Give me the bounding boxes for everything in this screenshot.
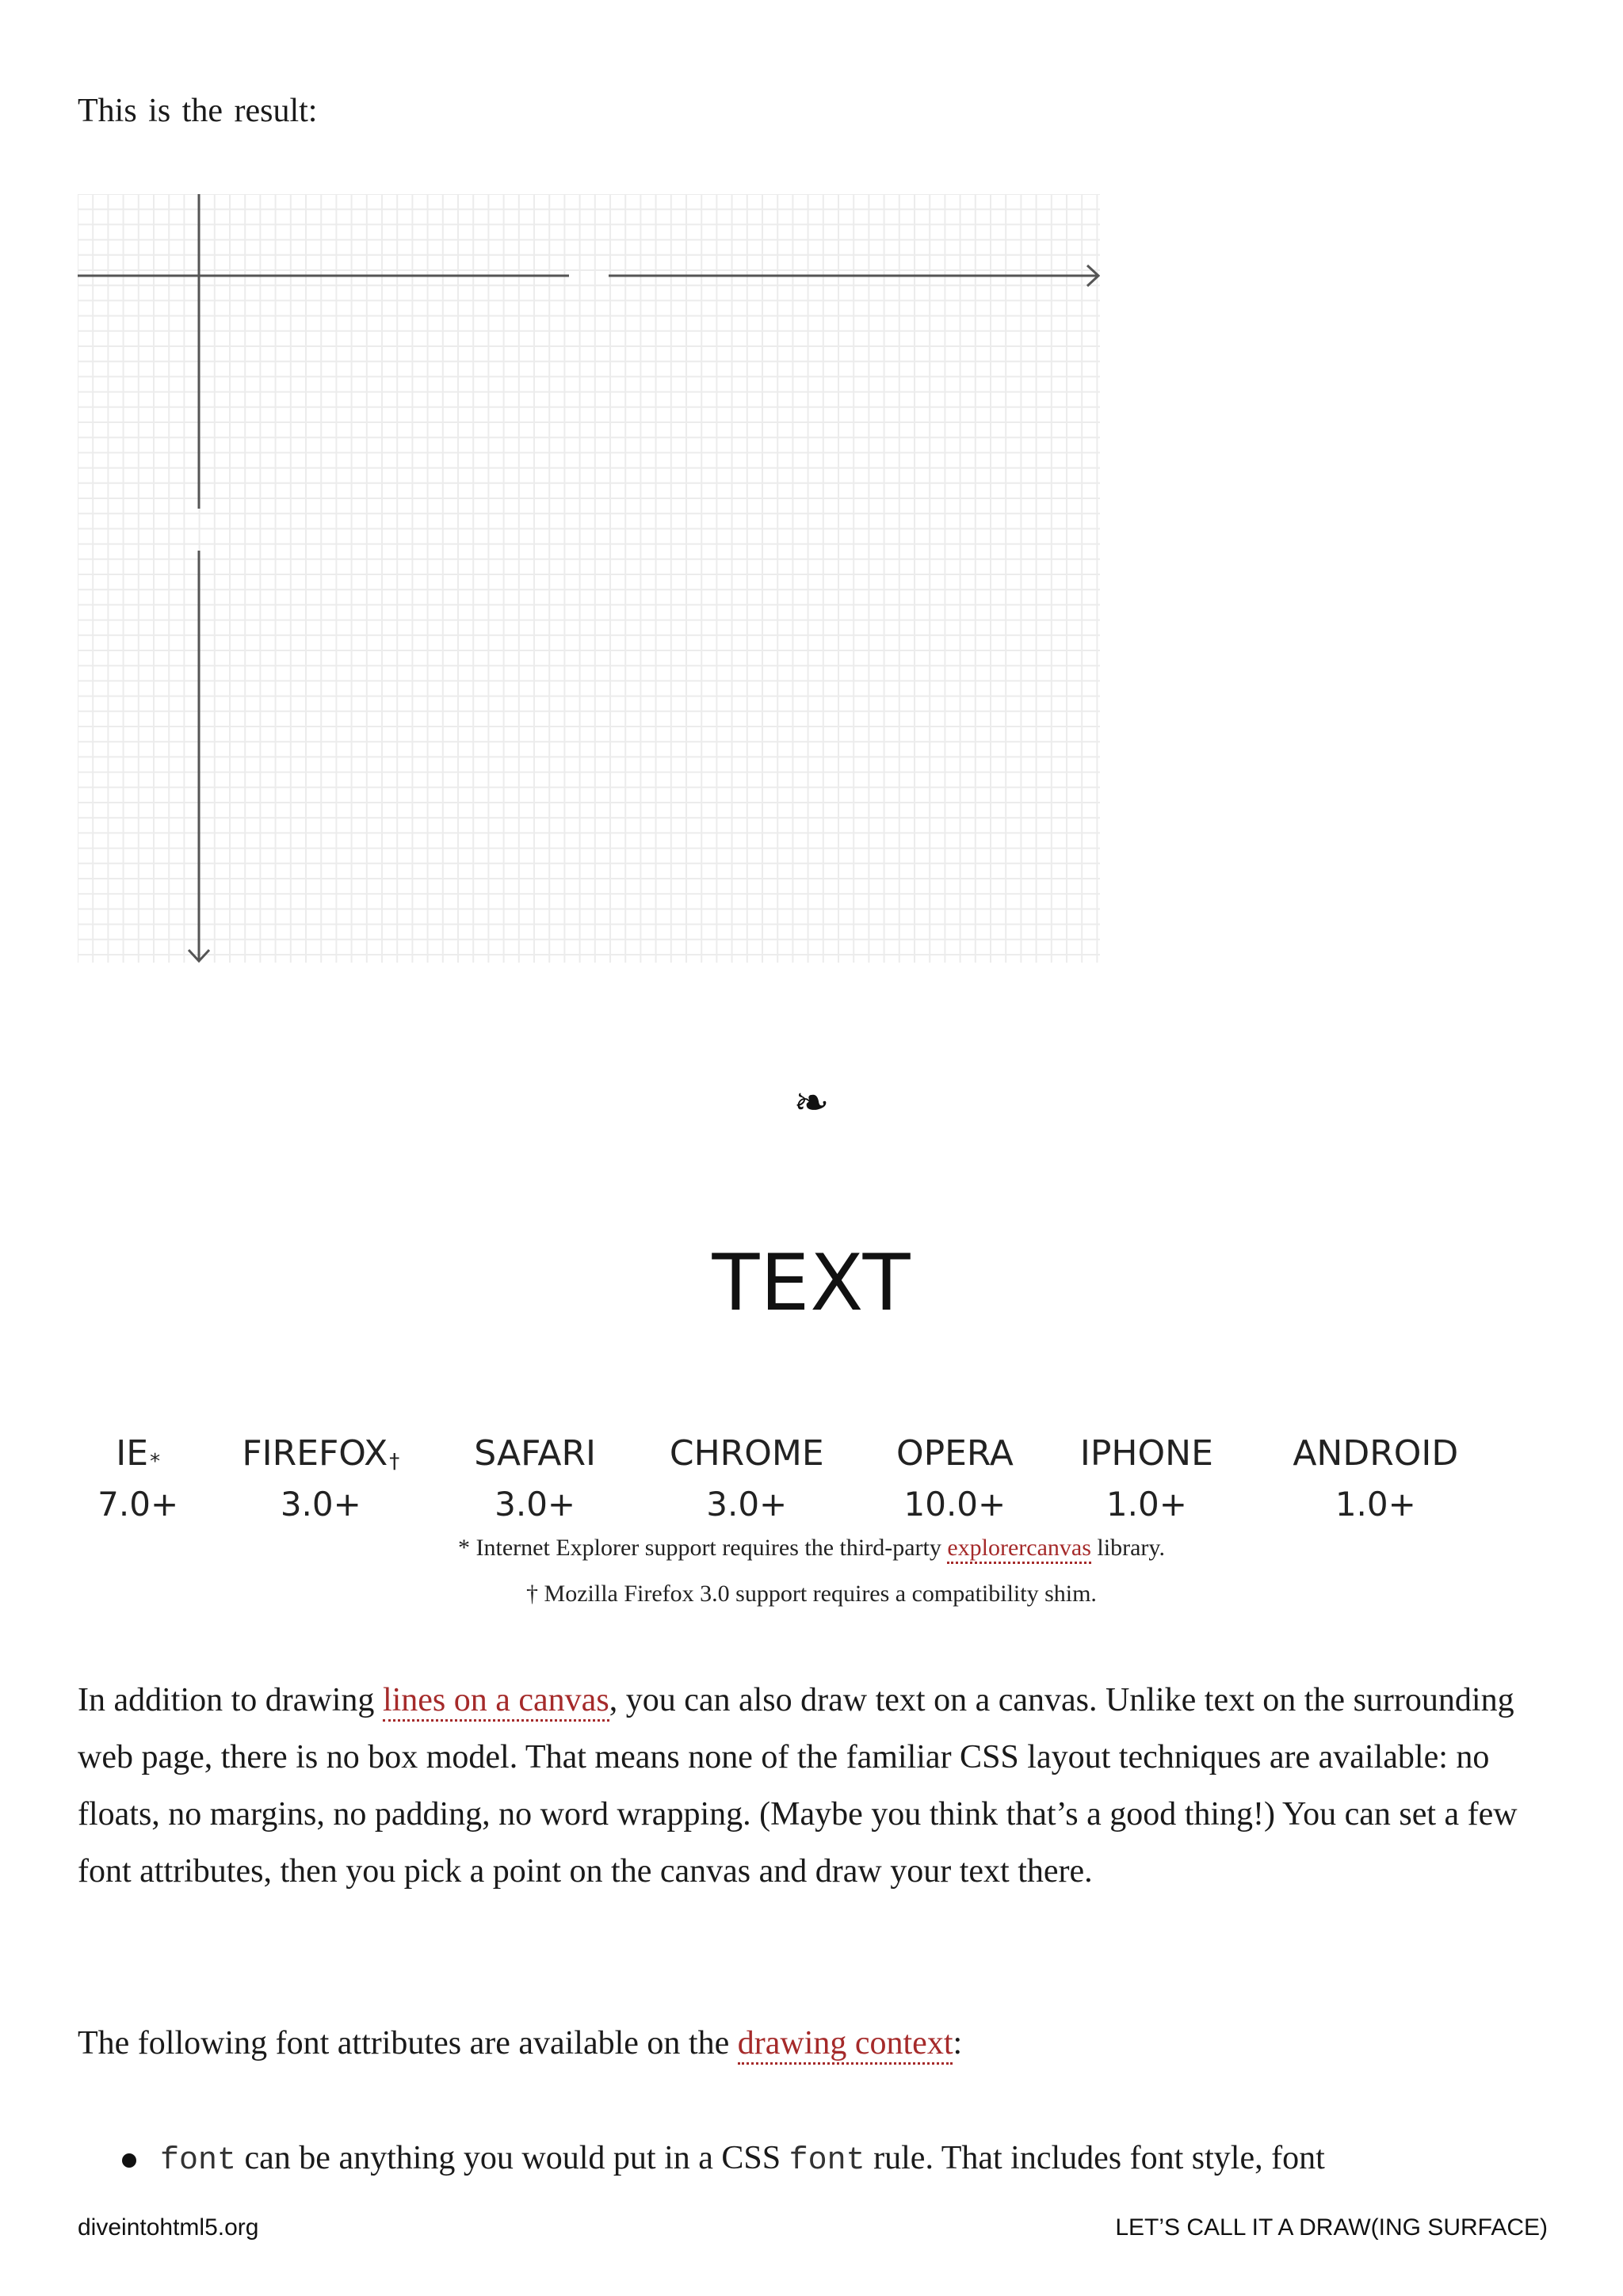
version-firefox: 3.0+: [280, 1484, 361, 1524]
section-heading: TEXT: [712, 1238, 911, 1329]
version-opera: 10.0+: [903, 1484, 1006, 1524]
browser-name-android: ANDROID: [1293, 1432, 1459, 1474]
y-axis-arrow: [189, 194, 209, 961]
browser-name-opera: OPERA: [896, 1432, 1014, 1474]
paragraph-text-intro: In addition to drawing lines on a canvas, you can also draw text on a canvas. Unlike text on the surrounding web page, there is no box model. That means none of the familiar CSS layout techniques are available: no floats, no margins, no padding, no word wrapping. (Maybe you think that’s a good thing!) You can set a few font attributes, then you pick a point on the canvas and draw your text there.: [78, 1682, 1518, 1890]
browser-name-firefox: FIREFOX†: [242, 1432, 400, 1474]
canvas-result-figure: [78, 194, 1100, 963]
version-ie: 7.0+: [97, 1484, 179, 1524]
browser-name-safari: SAFARI: [474, 1432, 597, 1474]
intro-text: This is the result:: [78, 93, 318, 129]
drawing-context-link[interactable]: drawing context: [738, 2025, 953, 2065]
browser-name-row: [76, 1426, 1503, 1480]
section-divider-fleuron: ❧: [793, 1077, 830, 1127]
version-android: 1.0+: [1335, 1484, 1416, 1524]
browser-name-ie: IE*: [116, 1432, 161, 1474]
browser-support-table: [76, 1426, 1503, 1527]
footer-site-name: diveintohtml5.org: [78, 2214, 259, 2241]
list-item-font: font can be anything you would put in a CSS font rule. That includes font style, font: [78, 2130, 1552, 2190]
font-attributes-list: [78, 2130, 1552, 2190]
footnote-firefox: † Mozilla Firefox 3.0 support requires a compatibility shim.: [526, 1581, 1097, 1607]
version-chrome: 3.0+: [706, 1484, 788, 1524]
footnote-ie: * Internet Explorer support requires the third-party explorercanvas library.: [0, 1531, 1623, 1566]
explorercanvas-link[interactable]: explorercanvas: [947, 1535, 1091, 1564]
paragraph-font-attributes: The following font attributes are available on the drawing context:: [78, 2015, 1552, 2072]
version-safari: 3.0+: [495, 1484, 576, 1524]
footer-chapter-title: LET’S CALL IT A DRAW(ING SURFACE): [1115, 2214, 1548, 2241]
browser-name-chrome: CHROME: [669, 1432, 824, 1474]
grid-lines: [78, 194, 1100, 963]
lines-on-canvas-link[interactable]: lines on a canvas: [383, 1682, 609, 1722]
grid-canvas: [78, 194, 1100, 963]
browser-version-row: [76, 1480, 1503, 1527]
browser-name-iphone: IPHONE: [1079, 1432, 1213, 1474]
version-iphone: 1.0+: [1106, 1484, 1187, 1524]
